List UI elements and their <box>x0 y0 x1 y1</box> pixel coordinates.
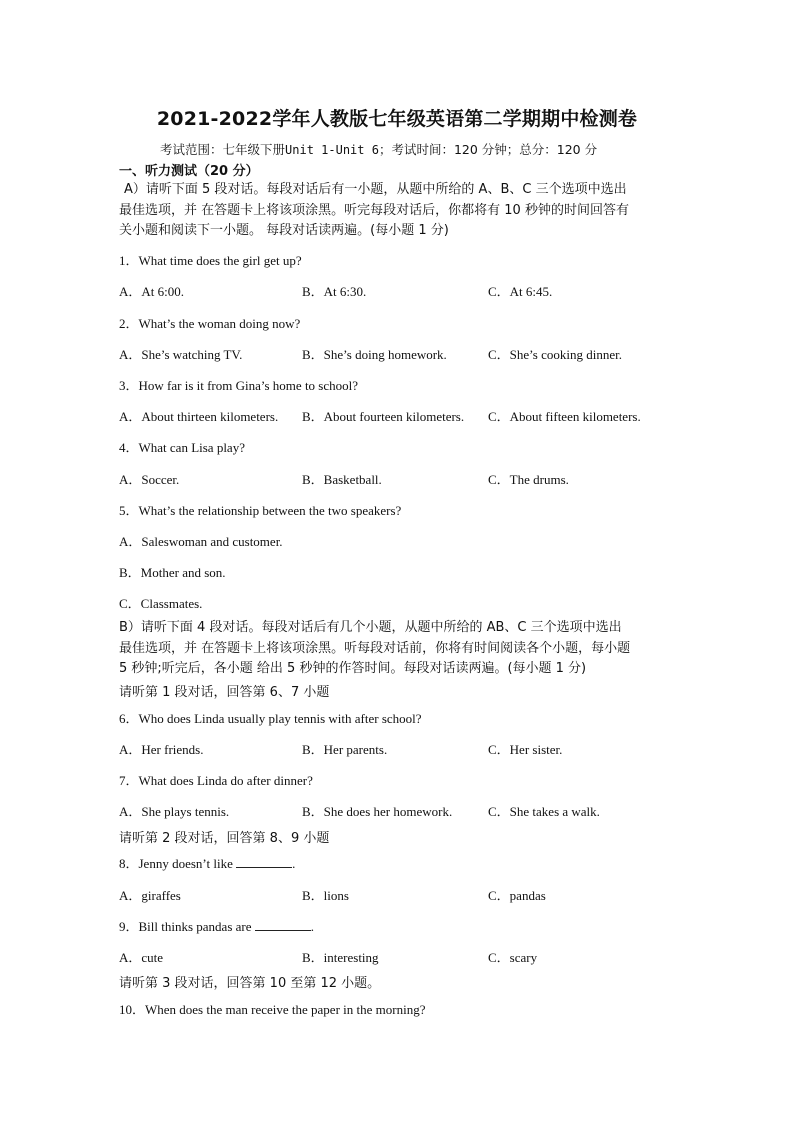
question-1: 1．What time does the girl get up? <box>119 253 302 268</box>
question-text: 8．Jenny doesn’t like <box>119 856 233 871</box>
option-b: B．About fourteen kilometers. <box>302 409 465 424</box>
option-a: A．About thirteen kilometers. <box>119 409 279 424</box>
scope-label: 考试范围：七年级下册 <box>160 142 286 157</box>
option-a: A．Saleswoman and customer. <box>119 534 283 549</box>
options-row <box>119 885 679 901</box>
option-a: A．She’s watching TV. <box>119 347 243 362</box>
question-text: 9．Bill thinks pandas are <box>119 919 252 934</box>
part-a-instructions <box>119 180 679 242</box>
options-row <box>119 469 679 485</box>
option-c: C．scary <box>488 950 538 965</box>
option-b: B．interesting <box>302 950 379 965</box>
option-a: A．Soccer. <box>119 472 180 487</box>
question-8 <box>119 853 295 872</box>
option-a: A．At 6:00. <box>119 284 185 299</box>
question-end: . <box>292 856 296 871</box>
question-10: 10．When does the man receive the paper in the morning? <box>119 1002 426 1017</box>
question-7: 7．What does Linda do after dinner? <box>119 773 313 788</box>
dialog-1-heading: 请听第 1 段对话，回答第 6、7 小题 <box>119 685 330 700</box>
exam-info <box>160 140 597 158</box>
option-a: A．Her friends. <box>119 742 204 757</box>
option-b: B．Mother and son. <box>119 565 226 580</box>
question-9 <box>119 916 314 935</box>
question-4: 4．What can Lisa play? <box>119 440 245 455</box>
option-b: B．Basketball. <box>302 472 382 487</box>
part-b-instructions <box>119 618 679 680</box>
question-2: 2．What’s the woman doing now? <box>119 316 301 331</box>
option-a: A．She plays tennis. <box>119 804 230 819</box>
option-c: C．She takes a walk. <box>488 804 600 819</box>
question-3: 3．How far is it from Gina’s home to school? <box>119 378 359 393</box>
option-c: C．Classmates. <box>119 596 203 611</box>
option-a: A．cute <box>119 950 164 965</box>
dialog-2-heading: 请听第 2 段对话，回答第 8、9 小题 <box>119 831 330 846</box>
options-row <box>119 739 679 755</box>
options-row <box>119 947 679 963</box>
question-5: 5．What’s the relationship between the two speakers? <box>119 503 402 518</box>
option-b: B．She does her homework. <box>302 804 453 819</box>
section-heading-listening: 一、听力测试（20 分） <box>119 164 259 179</box>
exam-title: 2021-2022学年人教版七年级英语第二学期期中检测卷 <box>156 108 638 130</box>
scope-units: Unit 1-Unit 6 <box>285 143 379 157</box>
options-row <box>119 801 679 817</box>
option-c: C．She’s cooking dinner. <box>488 347 622 362</box>
option-c: C．The drums. <box>488 472 569 487</box>
instruction-line: 5 秒钟;听完后，各小题 给出 5 秒钟的作答时间。每段对话读两遍。(每小题 1 分) <box>119 661 587 676</box>
answer-blank <box>236 855 292 868</box>
question-end: . <box>310 919 315 934</box>
answer-blank <box>255 918 311 931</box>
option-a: A．giraffes <box>119 888 181 903</box>
options-row <box>119 344 679 360</box>
option-c: C．About fifteen kilometers. <box>488 409 641 424</box>
dialog-3-heading: 请听第 3 段对话，回答第 10 至第 12 小题。 <box>119 976 381 991</box>
option-c: C．pandas <box>488 888 546 903</box>
instruction-line: B）请听下面 4 段对话。每段对话后有几个小题，从题中所给的 AB、C 三个选项中选出 <box>119 620 622 635</box>
time-score: ；考试时间：120 分钟；总分：120 分 <box>378 142 598 157</box>
option-b: B．lions <box>302 888 349 903</box>
options-row <box>119 281 679 297</box>
option-c: C．At 6:45. <box>488 284 553 299</box>
option-b: B．At 6:30. <box>302 284 367 299</box>
question-6: 6．Who does Linda usually play tennis with after school? <box>119 711 422 726</box>
instruction-line: 最佳选项，并 在答题卡上将该项涂黑。听完每段对话后，你都将有 10 秒钟的时间回答有 <box>119 202 629 218</box>
options-row <box>119 406 679 422</box>
option-b: B．She’s doing homework. <box>302 347 447 362</box>
option-c: C．Her sister. <box>488 742 563 757</box>
option-b: B．Her parents. <box>302 742 388 757</box>
instruction-line: 关小题和阅读下一小题。 每段对话读两遍。(每小题 1 分) <box>119 223 449 238</box>
instruction-line: A）请听下面 5 段对话。每段对话后有一小题，从题中所给的 A、B、C 三个选项中选出 <box>124 182 627 197</box>
instruction-line: 最佳选项，并 在答题卡上将该项涂黑。听每段对话前，你将有时间阅读各个小题，每小题 <box>119 640 631 656</box>
